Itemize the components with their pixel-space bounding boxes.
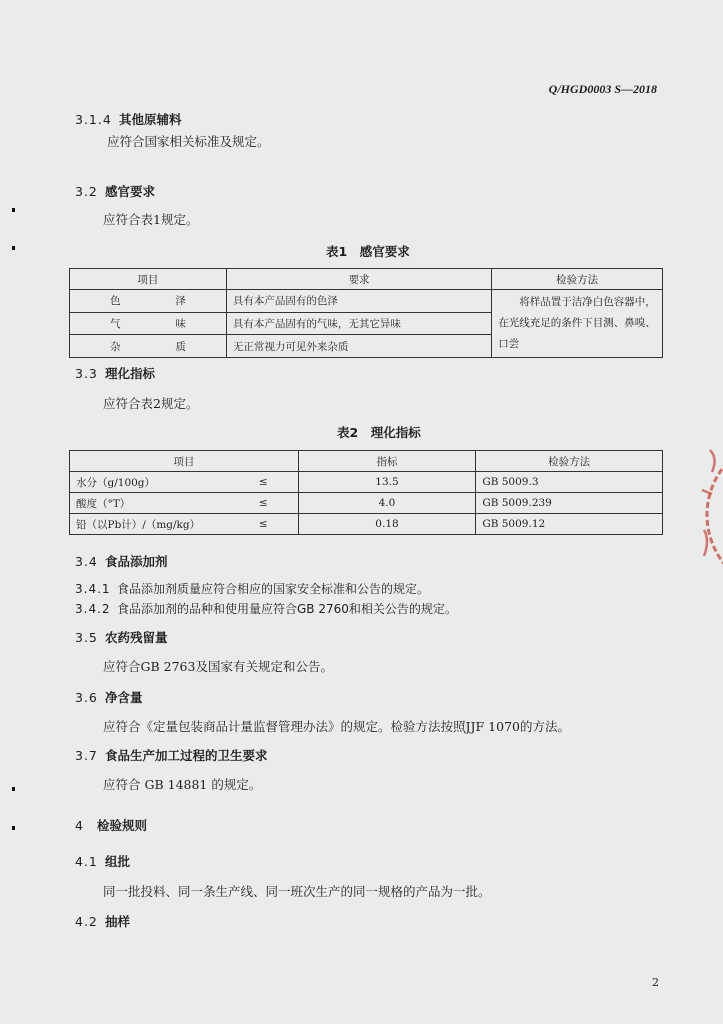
doc-code: Q/HGD0003 S—2018 bbox=[548, 82, 657, 96]
cell-item: 铅（以Pb计）/（mg/kg） bbox=[70, 514, 227, 535]
heading-3-1-4: 3.1.4 其他原辅料 bbox=[75, 112, 182, 127]
cell-method: GB 5009.3 bbox=[476, 472, 663, 493]
table-row bbox=[70, 290, 663, 313]
cell-item: 气味 bbox=[70, 312, 227, 335]
table-row bbox=[70, 514, 663, 535]
cell-value: 13.5 bbox=[298, 472, 476, 493]
table1-caption: 表1 感官要求 bbox=[326, 244, 410, 259]
heading-3-4: 3.4 食品添加剂 bbox=[75, 554, 168, 569]
heading-3-7: 3.7 食品生产加工过程的卫生要求 bbox=[75, 748, 268, 763]
heading-4-1: 4.1 组批 bbox=[75, 854, 131, 869]
cell-method: GB 5009.239 bbox=[476, 493, 663, 514]
scan-speck bbox=[12, 787, 15, 791]
cell-method: GB 5009.12 bbox=[476, 514, 663, 535]
heading-3-2: 3.2 感官要求 bbox=[75, 184, 156, 199]
page-number: 2 bbox=[652, 976, 659, 989]
para-3-4-2: 3.4.2 食品添加剂的品种和使用量应符合GB 2760和相关公告的规定。 bbox=[75, 602, 457, 616]
cell-value: 0.18 bbox=[298, 514, 476, 535]
table-row bbox=[70, 493, 663, 514]
para-3-6: 应符合《定量包装商品计量监督管理办法》的规定。检验方法按照JJF 1070的方法。 bbox=[103, 719, 570, 734]
scan-speck bbox=[12, 246, 15, 250]
para-3-1-4: 应符合国家相关标准及规定。 bbox=[107, 134, 270, 149]
col-header-method: 检验方法 bbox=[492, 269, 663, 290]
col-header-requirement: 要求 bbox=[226, 269, 491, 290]
cell-item: 酸度（°T） bbox=[70, 493, 227, 514]
cell-item: 色泽 bbox=[70, 290, 227, 313]
cell-operator: ≤ bbox=[226, 514, 298, 535]
cell-operator: ≤ bbox=[226, 493, 298, 514]
para-3-2: 应符合表1规定。 bbox=[103, 212, 199, 227]
heading-4-2: 4.2 抽样 bbox=[75, 914, 131, 929]
heading-4: 4 检验规则 bbox=[75, 818, 148, 833]
red-seal-stamp bbox=[690, 430, 723, 600]
col-header-index: 指标 bbox=[298, 451, 476, 472]
para-3-5: 应符合GB 2763及国家有关规定和公告。 bbox=[103, 659, 333, 674]
scan-speck bbox=[12, 208, 15, 212]
cell-method bbox=[492, 290, 663, 358]
table-row bbox=[70, 472, 663, 493]
cell-operator: ≤ bbox=[226, 472, 298, 493]
para-3-4-1: 3.4.1 食品添加剂质量应符合相应的国家安全标准和公告的规定。 bbox=[75, 582, 430, 596]
col-header-item: 项目 bbox=[70, 451, 299, 472]
heading-3-5: 3.5 农药残留量 bbox=[75, 630, 168, 645]
table-header-row bbox=[70, 269, 663, 290]
cell-value: 4.0 bbox=[298, 493, 476, 514]
cell-requirement: 具有本产品固有的色泽 bbox=[226, 290, 491, 313]
cell-requirement: 无正常视力可见外来杂质 bbox=[226, 335, 491, 358]
cell-item: 水分（g/100g） bbox=[70, 472, 227, 493]
scan-speck bbox=[12, 826, 15, 830]
col-header-item: 项目 bbox=[70, 269, 227, 290]
para-3-7: 应符合 GB 14881 的规定。 bbox=[103, 777, 262, 792]
table-header-row bbox=[70, 451, 663, 472]
heading-3-3: 3.3 理化指标 bbox=[75, 366, 156, 381]
sensory-table bbox=[69, 268, 663, 358]
cell-item: 杂质 bbox=[70, 335, 227, 358]
physchem-table bbox=[69, 450, 663, 535]
cell-requirement: 具有本产品固有的气味，无其它异味 bbox=[226, 312, 491, 335]
para-4-1: 同一批投料、同一条生产线、同一班次生产的同一规格的产品为一批。 bbox=[103, 884, 491, 899]
col-header-method: 检验方法 bbox=[476, 451, 663, 472]
method-text: 将样品置于洁净白色容器中，在光线充足的条件下目测、鼻嗅、口尝 bbox=[498, 296, 656, 350]
table2-caption: 表2 理化指标 bbox=[337, 425, 421, 440]
heading-3-6: 3.6 净含量 bbox=[75, 690, 143, 705]
para-3-3: 应符合表2规定。 bbox=[103, 396, 199, 411]
